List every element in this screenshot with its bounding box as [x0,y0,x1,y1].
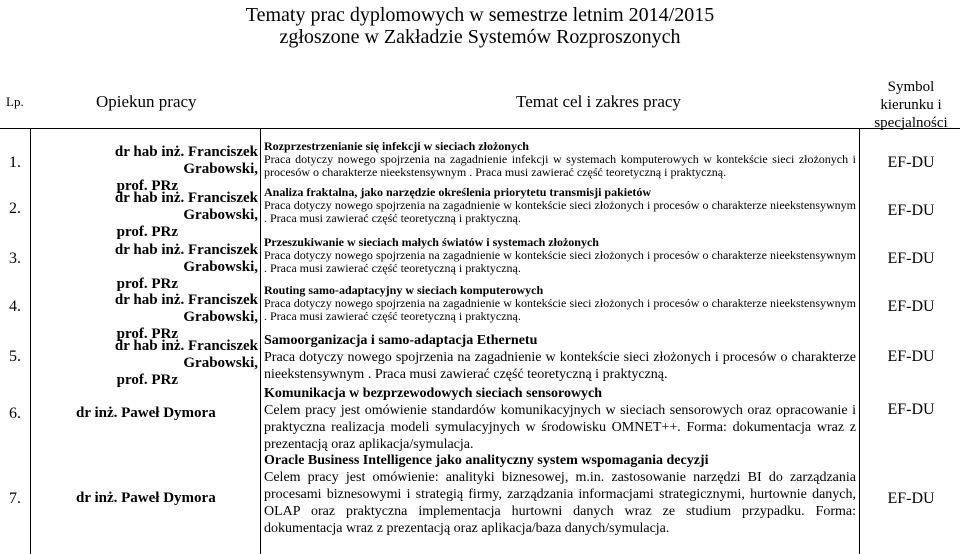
header-code [862,78,960,132]
header-topic: Temat cel i zakres pracy [516,92,681,111]
supervisor-line2: prof. PRz [116,276,178,292]
supervisor-name [40,144,258,195]
topic-description: Praca dotyczy nowego spojrzenia na zagadnienie w kontekście sieci złożonych i procesów o charakterze nieekstensywnym . Praca musi zawierać część teoretyczną i praktyczną. [264,296,856,323]
row-number: 4. [9,298,21,315]
supervisor-name [76,490,294,507]
code-cell: EF-DU [887,401,935,418]
topic-description: Celem pracy jest omówienie: analityki biznesowej, m.in. zastosowanie narzędzi BI do zarządzania procesami biznesowymi i strategią firmy, zarządzania informacjami strategicznymi, hurtownie danych, OLAP oraz praktyczna implementacja hurtowni danych wraz ze studium przypadku. Forma: dokumentacja wraz z prezentacją oraz aplikacja/baza danych/symulacja. [264,470,856,536]
topic-description: Praca dotyczy nowego spojrzenia na zagadnienie infekcji w systemach komputerowych w kontekście sieci złożonych i procesów o charakterze nieekstensywnym . Praca musi zawierać część teoretyczną i praktyczną. [264,152,856,179]
header-code-line3: specjalności [874,115,948,131]
header-code-line2: kierunku i [880,97,942,113]
supervisor-name [40,338,258,389]
page-subtitle: zgłoszone w Zakładzie Systemów Rozproszonych [279,26,681,48]
supervisor-name [40,190,258,241]
topic-description: Praca dotyczy nowego spojrzenia na zagadnienie w kontekście sieci złożonych i procesów o charakterze nieekstensywnym . Praca musi zawierać część teoretyczną i praktyczną. [264,350,856,382]
topic-cell [264,186,856,225]
row-number: 5. [9,348,21,365]
topic-cell [264,332,856,383]
header-lp: Lp. [6,94,24,109]
supervisor-name [76,405,294,422]
supervisor-line1: dr hab inż. Franciszek Grabowski, [114,292,258,325]
column-divider [30,128,31,554]
topic-cell [264,452,856,537]
header-supervisor: Opiekun pracy [96,92,197,111]
topic-description: Celem pracy jest omówienie standardów komunikacyjnych w sieciach sensorowych oraz opracowanie i praktyczna realizacja modeli symulacyjnych w środowisku OMNET++. Forma: dokumentacja wraz z prezentacją oraz aplikacja/symulacja. [264,403,856,452]
topic-title: Analiza fraktalna, jako narzędzie określenia priorytetu transmisji pakietów [264,185,652,199]
supervisor-line2: prof. PRz [116,224,178,240]
code-cell: EF-DU [887,490,935,507]
page-title: Tematy prac dyplomowych w semestrze letnim 2014/2015 [245,4,715,26]
row-number: 2. [9,200,21,217]
supervisor-line1: dr inż. Paweł Dymora [76,490,216,506]
topic-title: Samoorganizacja i samo-adaptacja Ethernetu [264,333,538,348]
header-divider [0,128,960,129]
supervisor-line1: dr hab inż. Franciszek Grabowski, [114,144,258,177]
topic-title: Routing samo-adaptacyjny w sieciach komputerowych [264,283,544,297]
supervisor-line1: dr hab inż. Franciszek Grabowski, [114,338,258,371]
row-number: 1. [9,154,21,171]
topic-cell [264,385,856,453]
topic-cell [264,236,856,275]
column-divider [859,128,860,554]
topic-description: Praca dotyczy nowego spojrzenia na zagadnienie w kontekście sieci złożonych i procesów o charakterze nieekstensywnym . Praca musi zawierać część teoretyczną i praktyczną. [264,248,856,275]
code-cell: EF-DU [887,298,935,315]
code-cell: EF-DU [887,202,935,219]
row-number: 6. [9,405,21,422]
code-cell: EF-DU [887,250,935,267]
row-number: 3. [9,250,21,267]
row-number: 7. [9,490,21,507]
topic-title: Przeszukiwanie w sieciach małych światów i systemach złożonych [264,235,599,249]
supervisor-line2: prof. PRz [116,326,178,342]
supervisor-line2: prof. PRz [116,178,178,194]
header-code-line1: Symbol [887,79,935,95]
supervisor-line2: prof. PRz [116,372,178,388]
topic-cell [264,140,856,179]
code-cell: EF-DU [887,348,935,365]
supervisor-line1: dr hab inż. Franciszek Grabowski, [114,190,258,223]
topic-description: Praca dotyczy nowego spojrzenia na zagadnienie w kontekście sieci złożonych i procesów o charakterze nieekstensywnym . Praca musi zawierać część teoretyczną i praktyczną. [264,198,856,225]
code-cell: EF-DU [887,154,935,171]
supervisor-line1: dr hab inż. Franciszek Grabowski, [114,242,258,275]
supervisor-name [40,242,258,293]
topic-cell [264,284,856,323]
topic-title: Rozprzestrzenianie się infekcji w sieciach złożonych [264,139,529,153]
topic-title: Komunikacja w bezprzewodowych sieciach sensorowych [264,386,603,401]
supervisor-name [40,292,258,343]
topic-title: Oracle Business Intelligence jako analityczny system wspomagania decyzji [264,453,709,468]
supervisor-line1: dr inż. Paweł Dymora [76,405,216,421]
